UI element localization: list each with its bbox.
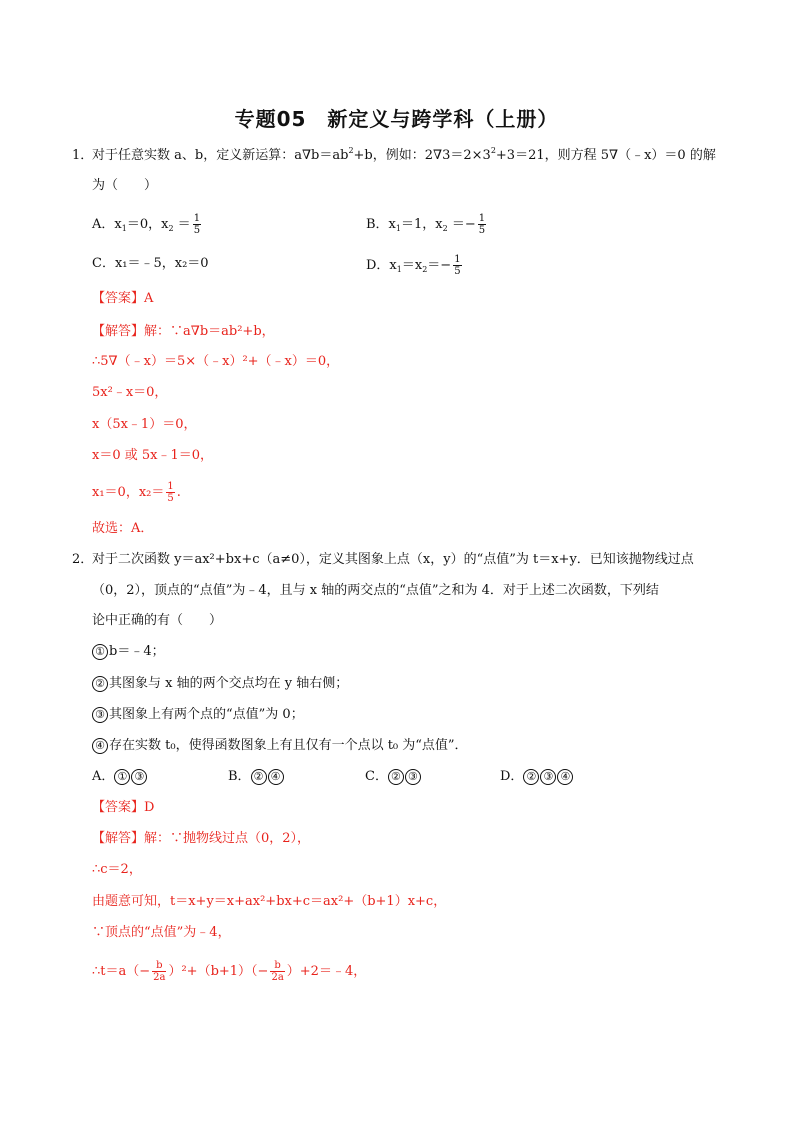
q2-stem-line1: 对于二次函数 y＝ax²+bx+c（a≠0），定义其图象上点（x，y）的“点值”为 t＝x+y．已知该抛物线过点 bbox=[92, 552, 694, 567]
q2-option-b: B． ② ④ bbox=[228, 767, 285, 787]
q1-solution-fraction: $\frac{1}{5}$ bbox=[167, 481, 174, 504]
q1-stem-line1: 对于任意实数 a、b，定义新运算：$a\nabla b=ab^2+b$，例如：$2\nabla 3=2\times 3^2+3=21$，则方程 5∇（﹣x）＝0 的解 bbox=[92, 146, 716, 163]
q2-stem-line3: 论中正确的有（ ） bbox=[92, 613, 223, 628]
q2-option-a: A． ① ③ bbox=[92, 767, 148, 787]
q1-solution-line2: ∴5∇（﹣x）＝5×（﹣x）²+（﹣x）＝0， bbox=[92, 354, 340, 369]
page-title: 专题05 新定义与跨学科（上册） bbox=[234, 107, 559, 131]
q2-statement-1: ① b＝﹣4； bbox=[92, 642, 165, 662]
q2-stem-line2: （0，2），顶点的“点值”为﹣4，且与 x 轴的两交点的“点值”之和为 4．对于上述二次函数，下列结 bbox=[92, 583, 659, 598]
q2-statement-3: ③ 其图象上有两个点的“点值”为 0； bbox=[92, 705, 304, 725]
q1-solution-line7: 故选：A． bbox=[92, 521, 154, 536]
q2-solution-line1: 【解答】解：∵抛物线过点（0，2）， bbox=[92, 831, 311, 846]
q2-solution-line5: ∴t＝a（− $\frac{b}{2a}$ ）²+（b+1）（− $\frac{b}{2a}$ ）+2＝﹣4， bbox=[92, 960, 367, 983]
q1-answer: 【答案】A bbox=[92, 291, 154, 306]
q2-statement-2: ② 其图象与 x 轴的两个交点均在 y 轴右侧； bbox=[92, 674, 348, 694]
q2-solution-fraction-1: $\frac{b}{2a}$ bbox=[153, 960, 166, 983]
q1-solution-line1: 【解答】解：∵a∇b＝ab²+b， bbox=[92, 324, 275, 339]
q1-solution-line4: x（5x﹣1）＝0， bbox=[92, 417, 197, 432]
q2-solution-line4: ∵顶点的“点值”为﹣4， bbox=[92, 925, 231, 940]
q1-option-c: C．x₁＝﹣5，x₂＝0 bbox=[92, 256, 209, 271]
q2-solution-fraction-2: $\frac{b}{2a}$ bbox=[271, 960, 284, 983]
q1-option-a-fraction: $\frac{1}{5}$ bbox=[193, 213, 201, 236]
q1-option-a: A．$x_1=0$，$x_2$ ＝ $\frac{1}{5}$ bbox=[92, 213, 201, 236]
q2-answer: 【答案】D bbox=[92, 800, 155, 815]
q1-stem-line2: 为（ ） bbox=[92, 178, 158, 193]
q2-solution-line3: 由题意可知，t＝x+y＝x+ax²+bx+c＝ax²+（b+1）x+c， bbox=[92, 894, 447, 909]
q1-solution-line3: 5x²﹣x＝0， bbox=[92, 385, 168, 400]
q2-option-c: C． ② ③ bbox=[365, 767, 422, 787]
q1-option-d-fraction: $\frac{1}{5}$ bbox=[454, 254, 461, 277]
q1-solution-line6: x₁＝0，x₂＝ $\frac{1}{5}$ . bbox=[92, 481, 181, 504]
q2-number: 2． bbox=[72, 552, 94, 567]
q1-solution-line5: x＝0 或 5x﹣1＝0， bbox=[92, 448, 214, 463]
q1-number: 1． bbox=[72, 148, 94, 163]
q2-statement-4: ④ 存在实数 t₀，使得函数图象上有且仅有一个点以 t₀ 为“点值”． bbox=[92, 736, 468, 756]
q2-solution-line2: ∴c＝2， bbox=[92, 862, 142, 877]
q1-option-d: D．$x_1=x_2=-$ $\frac{1}{5}$ bbox=[366, 254, 461, 277]
q2-option-d: D． ② ③ ④ bbox=[500, 767, 574, 787]
q1-option-b: B．$x_1=1$，$x_2$ ＝− $\frac{1}{5}$ bbox=[366, 213, 486, 236]
q1-option-b-fraction: $\frac{1}{5}$ bbox=[478, 213, 486, 236]
